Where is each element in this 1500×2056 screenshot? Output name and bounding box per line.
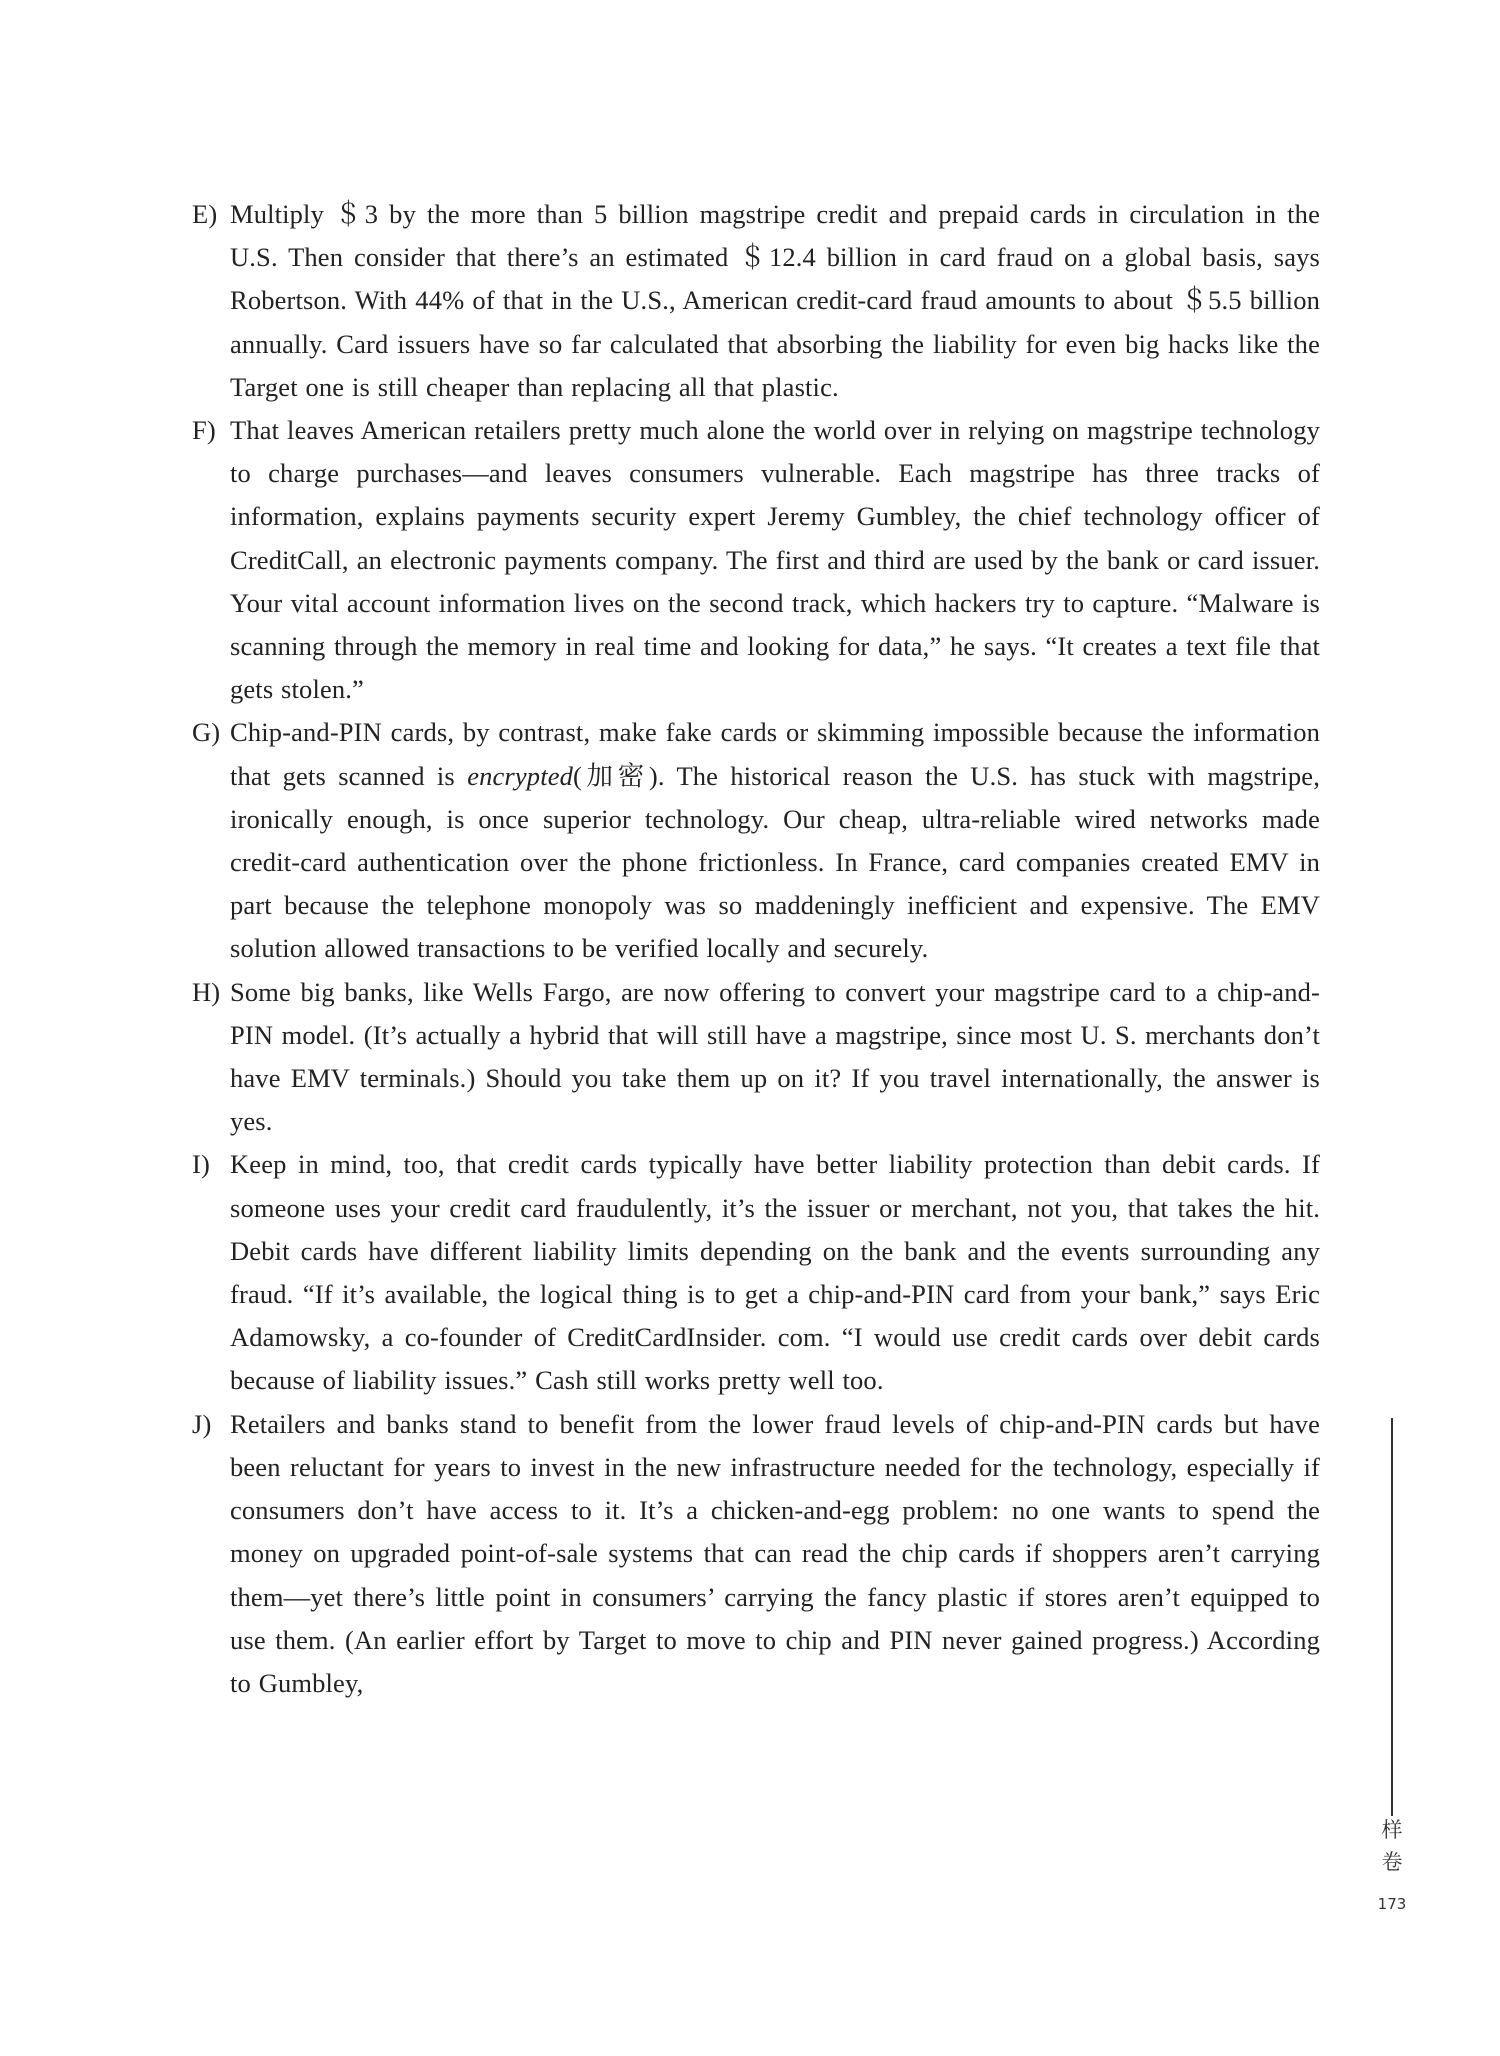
paragraph-text-after: (加密). The historical reason the U.S. has stuck with magstripe, ironically enough, is once superior technology. Our cheap, ultra-reliable wired networks made credit-card authentication over the phone frictionless. In France, card companies created EMV in part because the telephone monopoly was so maddeningly inefficient and expensive. The EMV solution allowed transactions to be verified locally and securely. [230, 760, 1320, 964]
paragraph-text-before: Chip-and-PIN cards, by contrast, make fake cards or skimming impossible because the information that gets scanned is [230, 717, 1320, 791]
margin-divider-line [1391, 1418, 1393, 1816]
article-body [192, 193, 1320, 1705]
sample-mark-char: 卷 [1381, 1850, 1403, 1874]
paragraph-text: Multiply ＄3 by the more than 5 billion magstripe credit and prepaid cards in circulation in the U.S. Then consider that there’s an estimated ＄12.4 billion in card fraud on a global basis, says Robertson. With 44% of that in the U.S., American credit-card fraud amounts to about ＄5.5 billion annually. Card issuers have so far calculated that absorbing the liability for even big hacks like the Target one is still cheaper than replacing all that plastic. [230, 199, 1320, 402]
paragraph-text: Keep in mind, too, that credit cards typically have better liability protection than debit cards. If someone uses your credit card fraudulently, it’s the issuer or merchant, not you, that takes the hit. Debit cards have different liability limits depending on the bank and the events surrounding any fraud. “If it’s available, the logical thing is to get a chip-and-PIN card from your bank,” says Eric Adamowsky, a co-founder of CreditCardInsider. com. “I would use credit cards over debit cards because of liability issues.” Cash still works pretty well too. [230, 1149, 1320, 1396]
paragraph-j [192, 1403, 1320, 1705]
paragraph-h [192, 971, 1320, 1144]
paragraph-label: H) [192, 976, 221, 1007]
paragraph-label: E) [192, 199, 218, 229]
paragraph-g [192, 711, 1320, 970]
paragraph-text: Retailers and banks stand to benefit from the lower fraud levels of chip-and-PIN cards but have been reluctant for years to invest in the new infrastructure needed for the technology, especially if consumers don’t have access to it. It’s a chicken-and-egg problem: no one wants to spend the money on upgraded point-of-sale systems that can read the chip cards if shoppers aren’t carrying them—yet there’s little point in consumers’ carrying the fancy plastic if stores aren’t equipped to use them. (An earlier effort by Target to move to chip and PIN never gained progress.) According to Gumbley, [230, 1408, 1320, 1698]
paragraph-i [192, 1143, 1320, 1402]
sample-mark-char: 样 [1381, 1818, 1403, 1842]
paragraph-text: That leaves American retailers pretty much alone the world over in relying on magstripe technology to charge purchases—and leaves consumers vulnerable. Each magstripe has three tracks of information, explains payments security expert Jeremy Gumbley, the chief technology officer of CreditCall, an electronic payments company. The first and third are used by the bank or card issuer. Your vital account information lives on the second track, which hackers try to capture. “Malware is scanning through the memory in real time and looking for data,” he says. “It creates a text file that gets stolen.” [230, 415, 1320, 705]
paragraph-e [192, 193, 1320, 409]
paragraph-f [192, 409, 1320, 711]
page-number: 173 [1377, 1895, 1407, 1913]
italic-term: encrypted [467, 760, 574, 791]
paragraph-label: F) [192, 415, 216, 446]
paragraph-text: Some big banks, like Wells Fargo, are now offering to convert your magstripe card to a chip-and-PIN model. (It’s actually a hybrid that will still have a magstripe, since most U. S. merchants don’t have EMV terminals.) Should you take them up on it? If you travel internationally, the answer is yes. [230, 976, 1320, 1137]
paragraph-label: I) [192, 1149, 210, 1180]
paragraph-label: G) [192, 717, 221, 748]
paragraph-label: J) [192, 1408, 212, 1439]
